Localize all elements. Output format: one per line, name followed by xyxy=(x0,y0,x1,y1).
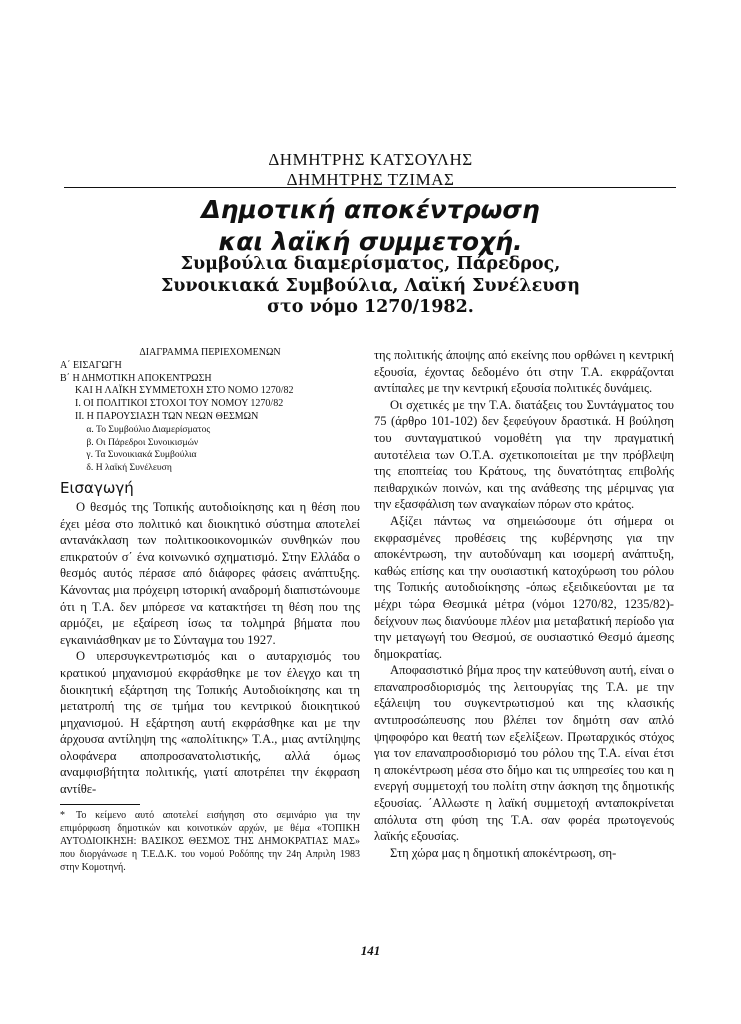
body-paragraph: Οι σχετικές με την Τ.Α. διατάξεις του Συντάγματος του 75 (άρθρο 101-102) δεν ξεφεύγουν δραστικά. Η βούληση του συνταγματικού νομοθέτη για την πραγματική αυτοτέλεια των Ο.Τ.Α. σχετικοποιείται με την πρόβλεψη της εποπτείας του Κράτους, της δυνατότητας επιβολής πειθαρχικών ποινών, και της ανάθεσης της μέριμνας για την εξασφάλιση των αναγκαίων πόρων στο κράτος. xyxy=(374,397,674,512)
author-name: ΔΗΜΗΤΡΗΣ ΤΖΙΜΑΣ xyxy=(286,170,455,189)
footnote xyxy=(60,809,360,874)
toc-item: δ. Η λαϊκή Συνέλευση xyxy=(60,462,172,474)
left-column xyxy=(60,347,360,874)
footnote-marker: * xyxy=(60,809,65,821)
body-paragraph: Στη χώρα μας η δημοτική αποκέντρωση, ση- xyxy=(390,845,617,860)
authors-block xyxy=(0,150,741,190)
footnote-text: Το κείμενο αυτό αποτελεί εισήγηση στο σεμινάριο για την επιμόρφωση δημοτικών και κοινοτικών αρχών, με θέμα «ΤΟΠΙΚΗ ΑΥΤΟΔΙΟΙΚΗΣΗ: ΒΑΣΙΚΟΣ ΘΕΣΜΟΣ ΤΗΣ ΔΗΜΟΚΡΑΤΙΑΣ ΜΑΣ» που διοργάνωσε η Τ.Ε.Δ.Κ. του νομού Ροδόπης την 24η Απριλη 1983 στην Κομοτηνή. xyxy=(60,809,360,873)
title-line: και λαϊκή συμμετοχή. xyxy=(218,227,523,256)
toc-item: ΙΙ. Η ΠΑΡΟΥΣΙΑΣΗ ΤΩΝ ΝΕΩΝ ΘΕΣΜΩΝ xyxy=(60,410,259,422)
author-name: ΔΗΜΗΤΡΗΣ ΚΑΤΣΟΥΛΗΣ xyxy=(268,150,473,169)
body-paragraph: Ο θεσμός της Τοπικής αυτοδιοίκησης και η θέση που έχει μέσα στο πολιτικό και διοικητικό σύστημα αποτελεί αντανάκλαση των πολιτικοοικονομικών συνθηκών που επικρατούν σ΄ ένα κοινωνικό σχηματισμό. Στην Ελλάδα ο θεσμός αυτός πέρασε από διάφορες φάσεις ανάπτυξης. Κάνοντας μια πρόχειρη ιστορική αναδρομή διαπιστώνουμε ότι η Τ.Α. δεν μπόρεσε να κατακτήσει τη θέση που της αρμόζει, με εξαίρεση ίσως τα τολμηρά βήματα που εγκαινιάσθηκαν με το Σύνταγμα του 1927. xyxy=(60,499,360,647)
section-heading: Εισαγωγή xyxy=(60,478,134,497)
article-subtitle xyxy=(0,254,741,319)
toc-item: γ. Τα Συνοικιακά Συμβούλια xyxy=(60,449,197,461)
body-paragraph: Ο υπερσυγκεντρωτισμός και ο αυταρχισμός του κρατικού μηχανισμού εκφράσθηκε με τον έλεγχο και τη διοικητική εξάρτηση της Τοπικής Αυτοδιοίκησης και τη μετατροπή της σε τμήμα του κεντρικού διοικητικού μηχανισμού. Η εξάρτηση αυτή εκφράσθηκε και με την άρχουσα αντίληψη της «απολίτικης» Τ.Α., μιας αντίληψης ολοφάνερα αποπροσανατολιστικής, αλλά όμως αναμφισβήτητα πολιτικής, γιατί αποτρέπει την έκφραση αντίθε- xyxy=(60,649,360,797)
toc-item: α. Το Συμβούλιο Διαμερίσματος xyxy=(60,423,211,435)
toc-heading: ΔΙΑΓΡΑΜΜΑ ΠΕΡΙΕΧΟΜΕΝΩΝ xyxy=(139,347,281,358)
body-paragraph: Αξίζει πάντως να σημειώσουμε ότι σήμερα οι εκφρασμένες προθέσεις της κυβέρνησης για την αποκέντρωση, την αυτοδύναμη και ισομερή ανάπτυξη, καθώς επίσης και την ουσιαστική κατοχύρωση του ρόλου της Τοπικής αυτοδιοίκησης -όπως εξειδικεύονται με τα μέχρι τώρα Θεσμικά μέτρα (νόμοι 1270/82, 1235/82)- δείχνουν πως διανύουμε πλέον μια μεταβατική περίοδο για την μεταγωγή του Θεσμού, σε ουσιαστικό Θεσμό άμεσης δημοκρατίας. xyxy=(374,513,674,661)
right-column xyxy=(374,347,674,861)
subtitle-line: Συνοικιακά Συμβούλια, Λαϊκή Συνέλευση xyxy=(160,275,581,296)
toc-item: Α΄ ΕΙΣΑΓΩΓΗ xyxy=(60,359,122,371)
subtitle-line: στο νόμο 1270/1982. xyxy=(267,297,474,317)
page-number: 141 xyxy=(360,943,381,958)
body-paragraph: της πολιτικής άποψης από εκείνης που ορθώνει η κεντρική εξουσία, έχοντας δεδομένο ότι στην Τ.Α. εκφράζονται αντίπαλες με την κεντρική εξουσία πολιτικές δυνάμεις. xyxy=(374,348,674,396)
toc-item: Ι. ΟΙ ΠΟΛΙΤΙΚΟΙ ΣΤΟΧΟΙ ΤΟΥ ΝΟΜΟΥ 1270/82 xyxy=(60,398,284,410)
toc-item: β. Οι Πάρεδροι Συνοικισμών xyxy=(60,436,199,448)
footnote-rule xyxy=(60,804,140,805)
title-rule xyxy=(64,187,676,188)
subtitle-line: Συμβούλια διαμερίσματος, Πάρεδρος, xyxy=(180,254,561,274)
table-of-contents xyxy=(60,347,360,475)
title-line: Δημοτική αποκέντρωση xyxy=(201,195,540,224)
toc-item: Β΄ Η ΔΗΜΟΤΙΚΗ ΑΠΟΚΕΝΤΡΩΣΗ xyxy=(60,372,212,384)
article-title xyxy=(0,194,741,257)
body-paragraph: Αποφασιστικό βήμα προς την κατεύθυνση αυτή, είναι ο επαναπροσδιορισμός της λειτουργίας της Τ.Α. με την εξάλειψη του συγκεντρωτισμού και της κλασικής αντιπροσώπευσης που βλέπει τον δημότη σαν απλό ψηφοφόρο και θεατή των εξελίξεων. Πρωταρχικός στόχος για τον επαναπροσδιορισμό του ρόλου της Τ.Α. είναι έτσι η αποκέντρωση μέσα στο δήμο και τις υπηρεσίες του και η ενεργή συμμετοχή του πολίτη στην άσκηση της δημοτικής εξουσίας. ΄Αλλωστε η λαϊκή συμμετοχή ανταποκρίνεται απόλυτα στη φύση της Τ.Α. σαν φορέα πρωτογενούς λαϊκής εξουσίας. xyxy=(374,663,674,844)
toc-item: ΚΑΙ Η ΛΑΪΚΗ ΣΥΜΜΕΤΟΧΗ ΣΤΟ ΝΟΜΟ 1270/82 xyxy=(60,385,294,397)
